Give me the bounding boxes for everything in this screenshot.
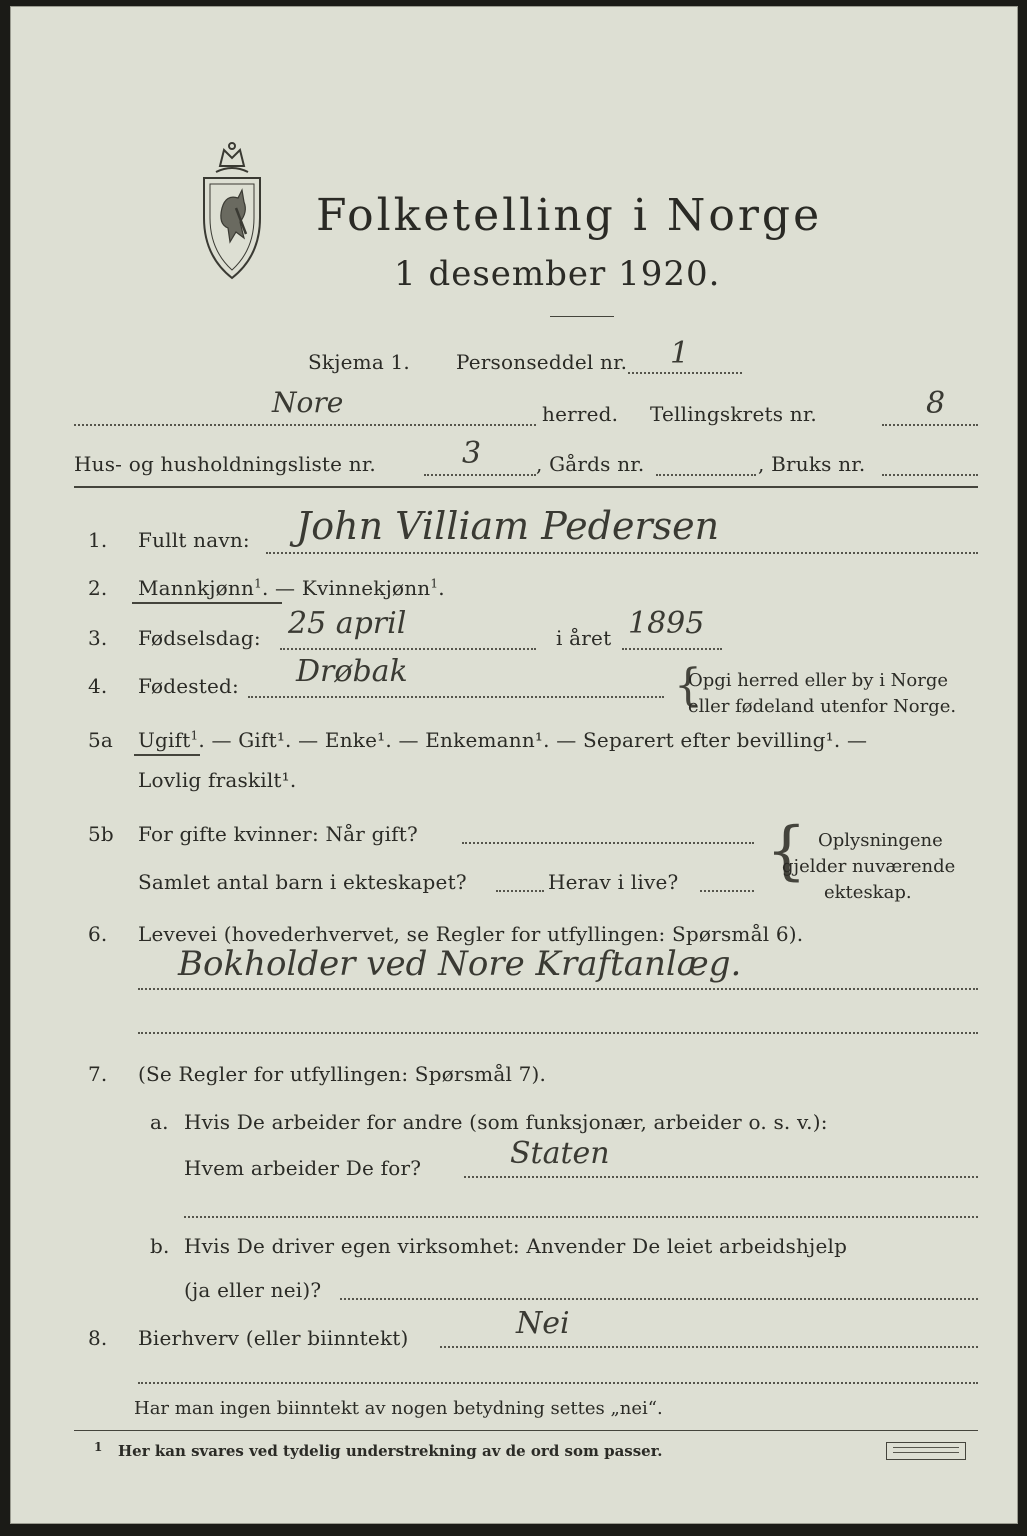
q8-side-income-value: Nei bbox=[516, 1306, 570, 1341]
skjema-label: Skjema 1. bbox=[308, 350, 410, 374]
q5b-label2: Samlet antal barn i ekteskapet? bbox=[138, 870, 467, 894]
q3-birthday-value: 25 april bbox=[288, 606, 407, 641]
q3-aaret-field-line bbox=[622, 648, 722, 650]
q6-occupation-value: Bokholder ved Nore Kraftanlæg. bbox=[178, 944, 742, 984]
q1-label: Fullt navn: bbox=[138, 528, 250, 552]
q6-field-line1 bbox=[138, 988, 978, 990]
q1-full-name-value: John Villiam Pedersen bbox=[296, 504, 720, 548]
gards-label: , Gårds nr. bbox=[536, 452, 645, 476]
q3-label: Fødselsdag: bbox=[138, 626, 261, 650]
mannkjonn-underline bbox=[132, 602, 282, 604]
q8-label: Bierhverv (eller biinntekt) bbox=[138, 1326, 409, 1350]
q5b-field-line1 bbox=[462, 842, 754, 844]
herred-field-line bbox=[74, 424, 536, 426]
q5b-number: 5b bbox=[88, 822, 114, 846]
q1-field-line bbox=[266, 552, 978, 554]
bruks-label: , Bruks nr. bbox=[758, 452, 866, 476]
q4-birthplace-value: Drøbak bbox=[296, 654, 408, 689]
q5b-note-brace: { bbox=[766, 814, 807, 888]
q2-end: . bbox=[438, 576, 445, 600]
q7a-field-line1 bbox=[464, 1176, 978, 1178]
q4-label: Fødested: bbox=[138, 674, 239, 698]
norwegian-coat-of-arms-icon bbox=[192, 138, 272, 288]
q3-number: 3. bbox=[88, 626, 108, 650]
nei-note: Har man ingen biinntekt av nogen betydning settes „nei“. bbox=[134, 1398, 663, 1419]
q5b-label3: Herav i live? bbox=[548, 870, 679, 894]
q4-note-brace: { bbox=[674, 660, 702, 711]
footnote-mark: 1 bbox=[94, 1440, 103, 1454]
q5b-note-line1: Oplysningene bbox=[818, 830, 943, 851]
q6-field-line2 bbox=[138, 1032, 978, 1034]
herred-value: Nore bbox=[272, 386, 344, 419]
footnote-divider bbox=[74, 1430, 978, 1431]
form-date: 1 desember 1920. bbox=[394, 254, 721, 294]
q6-number: 6. bbox=[88, 922, 108, 946]
q2-number: 2. bbox=[88, 576, 108, 600]
personseddel-label: Personseddel nr. bbox=[456, 350, 628, 374]
footnote-text: Her kan svares ved tydelig understrekning av de ord som passer. bbox=[118, 1442, 663, 1460]
q8-number: 8. bbox=[88, 1326, 108, 1350]
hus-field-line bbox=[424, 474, 536, 476]
q4-note-line2: eller fødeland utenfor Norge. bbox=[688, 696, 957, 717]
personseddel-field-line bbox=[628, 372, 742, 374]
q3-year-value: 1895 bbox=[628, 606, 705, 641]
q7b-field-line bbox=[340, 1298, 978, 1300]
ugift-underline bbox=[134, 754, 200, 756]
q7b-label2: (ja eller nei)? bbox=[184, 1278, 322, 1302]
q2-gender-line: Mannkjønn$^1$. — Kvinnekjønn$^1$. bbox=[138, 576, 445, 600]
q2-kvinnekjonn-option: Kvinnekjønn bbox=[301, 576, 431, 600]
q7-label: (Se Regler for utfyllingen: Spørsmål 7). bbox=[138, 1062, 547, 1086]
tellingskrets-field-line bbox=[882, 424, 978, 426]
personseddel-value: 1 bbox=[670, 336, 690, 371]
tellingskrets-value: 8 bbox=[926, 386, 946, 421]
herred-label: herred. bbox=[542, 402, 619, 426]
q4-field-line bbox=[248, 696, 664, 698]
printer-stamp bbox=[886, 1442, 966, 1460]
q7-number: 7. bbox=[88, 1062, 108, 1086]
q4-number: 4. bbox=[88, 674, 108, 698]
q6-label: Levevei (hovederhvervet, se Regler for utfyllingen: Spørsmål 6). bbox=[138, 922, 804, 946]
section-divider bbox=[74, 486, 978, 488]
gards-field-line bbox=[656, 474, 756, 476]
q5a-status-line: Ugift$^1$. — Gift¹. — Enke¹. — Enkemann¹. — Separert efter bevilling¹. — bbox=[138, 728, 868, 752]
q5a-ugift-option: Ugift bbox=[138, 728, 191, 752]
q5b-field-line2 bbox=[496, 890, 544, 892]
q5b-note-line2: gjelder nuværende bbox=[782, 856, 956, 877]
hus-label: Hus- og husholdningsliste nr. bbox=[74, 452, 376, 476]
q5b-label1: For gifte kvinner: Når gift? bbox=[138, 822, 418, 846]
q7a-label1: Hvis De arbeider for andre (som funksjonær, arbeider o. s. v.): bbox=[184, 1110, 828, 1134]
q7a-employer-value: Staten bbox=[510, 1136, 610, 1171]
hus-value: 3 bbox=[462, 436, 482, 471]
q3-aaret-label: i året bbox=[556, 626, 612, 650]
q5a-line2: Lovlig fraskilt¹. bbox=[138, 768, 297, 792]
q5a-other-options: . — Gift¹. — Enke¹. — Enkemann¹. — Separert efter bevilling¹. — bbox=[198, 728, 868, 752]
form-title: Folketelling i Norge bbox=[316, 190, 823, 241]
q3-field-line bbox=[280, 648, 536, 650]
q7a-label2: Hvem arbeider De for? bbox=[184, 1156, 422, 1180]
q7a-number: a. bbox=[150, 1110, 169, 1134]
q5a-number: 5a bbox=[88, 728, 114, 752]
bruks-field-line bbox=[882, 474, 978, 476]
q2-mannkjonn-option: Mannkjønn bbox=[138, 576, 255, 600]
q7b-number: b. bbox=[150, 1234, 170, 1258]
tellingskrets-label: Tellingskrets nr. bbox=[650, 402, 817, 426]
q8-field-line bbox=[440, 1346, 978, 1348]
q7b-label1: Hvis De driver egen virksomhet: Anvender De leiet arbeidshjelp bbox=[184, 1234, 848, 1258]
q5b-note-line3: ekteskap. bbox=[824, 882, 912, 903]
q8-field-line2 bbox=[138, 1382, 978, 1384]
q7a-field-line2 bbox=[184, 1216, 978, 1218]
census-form-sheet bbox=[10, 6, 1018, 1524]
q5b-field-line3 bbox=[700, 890, 754, 892]
q2-separator: . — bbox=[261, 576, 302, 600]
q4-note-line1: Opgi herred eller by i Norge bbox=[688, 670, 949, 691]
q1-number: 1. bbox=[88, 528, 108, 552]
title-divider bbox=[550, 316, 614, 317]
